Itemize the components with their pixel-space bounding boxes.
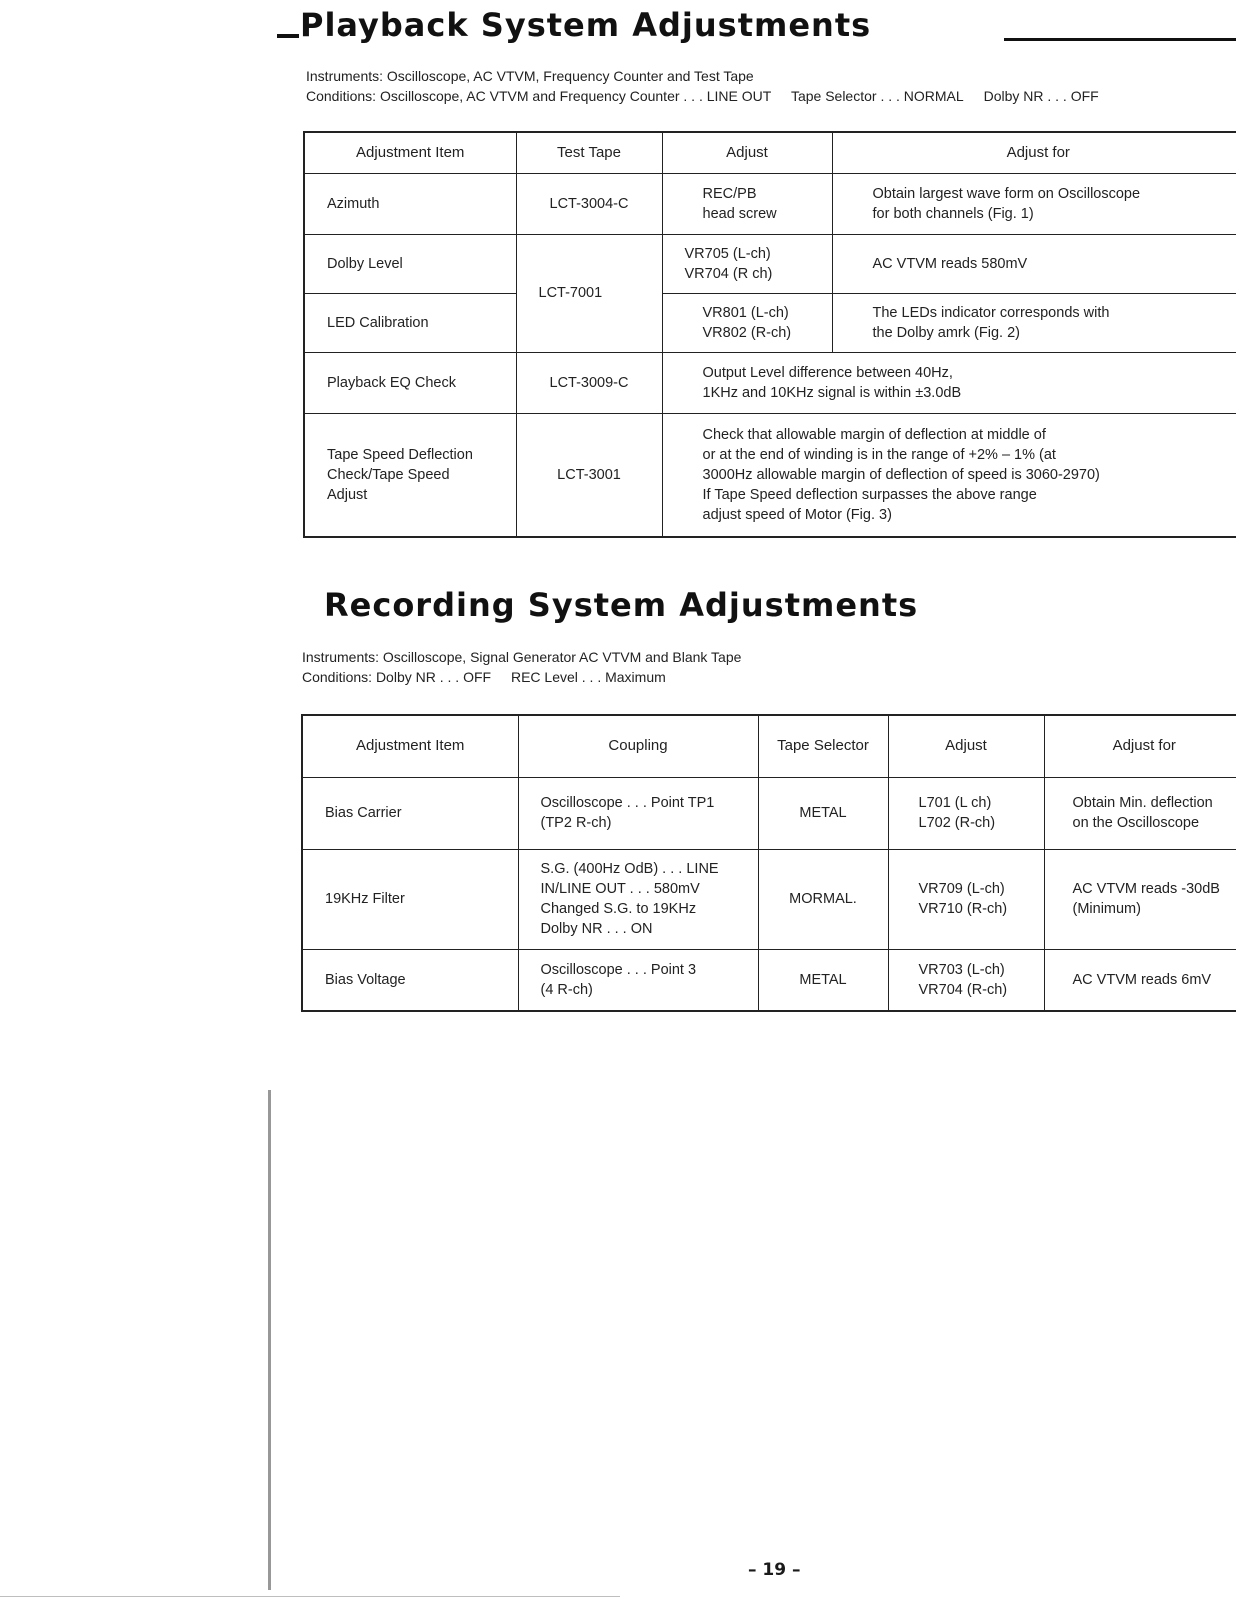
condition-item: Oscilloscope, AC VTVM and Frequency Counter . . . LINE OUT xyxy=(379,88,772,104)
column-header: Tape Selector xyxy=(758,715,888,777)
playback-title: Playback System Adjustments xyxy=(300,6,872,44)
playback-meta xyxy=(306,66,1099,106)
cell-adjust: L701 (L ch) L702 (R-ch) xyxy=(888,777,1044,849)
table-row xyxy=(302,949,1236,1011)
cell-item: LED Calibration xyxy=(304,293,516,352)
cell-adjust-for: AC VTVM reads 580mV xyxy=(832,234,1236,293)
binding-edge xyxy=(268,1090,271,1590)
instruments-label: Instruments: xyxy=(306,68,384,84)
table-header-row xyxy=(304,132,1236,173)
cell-adjust: VR705 (L-ch) VR704 (R ch) xyxy=(662,234,832,293)
column-header: Test Tape xyxy=(516,132,662,173)
table-row xyxy=(302,849,1236,949)
table-row xyxy=(302,777,1236,849)
cell-adjust-for: Obtain largest wave form on Oscilloscope for both channels (Fig. 1) xyxy=(832,173,1236,234)
cell-test-tape: LCT-3009-C xyxy=(516,352,662,413)
cell-coupling: Oscilloscope . . . Point TP1 (TP2 R-ch) xyxy=(518,777,758,849)
recording-instruments xyxy=(302,647,741,667)
cell-adjust: REC/PB head screw xyxy=(662,173,832,234)
condition-item: REC Level . . . Maximum xyxy=(510,669,666,685)
title-dash xyxy=(277,34,299,38)
table-row xyxy=(304,234,1236,293)
cell-selector: MORMAL. xyxy=(758,849,888,949)
playback-table xyxy=(303,131,1236,538)
column-header: Adjustment Item xyxy=(304,132,516,173)
playback-conditions xyxy=(306,86,1099,106)
playback-instruments xyxy=(306,66,1099,86)
column-header: Adjustment Item xyxy=(302,715,518,777)
column-header: Adjust for xyxy=(832,132,1236,173)
condition-item: Tape Selector . . . NORMAL xyxy=(790,88,964,104)
cell-adjust-for: The LEDs indicator corresponds with the Dolby amrk (Fig. 2) xyxy=(832,293,1236,352)
cell-item: Tape Speed Deflection Check/Tape Speed Adjust xyxy=(304,413,516,537)
cell-item: 19KHz Filter xyxy=(302,849,518,949)
conditions-label: Conditions: xyxy=(306,88,377,104)
column-header: Adjust xyxy=(662,132,832,173)
cell-test-tape: LCT-3004-C xyxy=(516,173,662,234)
table-row xyxy=(304,293,1236,352)
cell-adjust: VR703 (L-ch) VR704 (R-ch) xyxy=(888,949,1044,1011)
instruments-label: Instruments: xyxy=(302,649,380,665)
cell-item: Azimuth xyxy=(304,173,516,234)
cell-adjust-for: AC VTVM reads 6mV xyxy=(1044,949,1236,1011)
title-rule xyxy=(1004,38,1236,41)
cell-test-tape: LCT-3001 xyxy=(516,413,662,537)
cell-adjust-for: AC VTVM reads -30dB (Minimum) xyxy=(1044,849,1236,949)
condition-item: Dolby NR . . . OFF xyxy=(983,88,1099,104)
cell-item: Bias Carrier xyxy=(302,777,518,849)
recording-table xyxy=(301,714,1236,1012)
cell-item: Playback EQ Check xyxy=(304,352,516,413)
cell-selector: METAL xyxy=(758,777,888,849)
cell-coupling: S.G. (400Hz OdB) . . . LINE IN/LINE OUT . . . 580mV Changed S.G. to 19KHz Dolby NR . . . ON xyxy=(518,849,758,949)
table-row xyxy=(304,352,1236,413)
condition-item: Dolby NR . . . OFF xyxy=(375,669,492,685)
cell-selector: METAL xyxy=(758,949,888,1011)
bottom-edge xyxy=(0,1596,620,1597)
cell-combined: Output Level difference between 40Hz, 1KHz and 10KHz signal is within ±3.0dB xyxy=(662,352,1236,413)
cell-adjust: VR801 (L-ch) VR802 (R-ch) xyxy=(662,293,832,352)
cell-item: Bias Voltage xyxy=(302,949,518,1011)
cell-adjust: VR709 (L-ch) VR710 (R-ch) xyxy=(888,849,1044,949)
table-header-row xyxy=(302,715,1236,777)
cell-item: Dolby Level xyxy=(304,234,516,293)
conditions-label: Conditions: xyxy=(302,669,373,685)
instruments-text: Oscilloscope, Signal Generator AC VTVM and Blank Tape xyxy=(382,649,742,665)
recording-conditions xyxy=(302,667,741,687)
cell-combined: Check that allowable margin of deflection at middle of or at the end of winding is in the range of +2% – 1% (at 3000Hz allowable margin of deflection of speed is 3060-2970) If Tape Speed deflection surpasses the above range adjust speed of Motor (Fig. 3) xyxy=(662,413,1236,537)
cell-test-tape: LCT-7001 xyxy=(516,234,662,352)
recording-title: Recording System Adjustments xyxy=(324,586,919,624)
column-header: Adjust xyxy=(888,715,1044,777)
instruments-text: Oscilloscope, AC VTVM, Frequency Counter and Test Tape xyxy=(386,68,754,84)
table-row xyxy=(304,413,1236,537)
cell-adjust-for: Obtain Min. deflection on the Oscilloscope xyxy=(1044,777,1236,849)
table-row xyxy=(304,173,1236,234)
column-header: Coupling xyxy=(518,715,758,777)
cell-coupling: Oscilloscope . . . Point 3 (4 R-ch) xyxy=(518,949,758,1011)
column-header: Adjust for xyxy=(1044,715,1236,777)
recording-meta xyxy=(302,647,741,687)
page-number: – 19 – xyxy=(748,1560,801,1580)
